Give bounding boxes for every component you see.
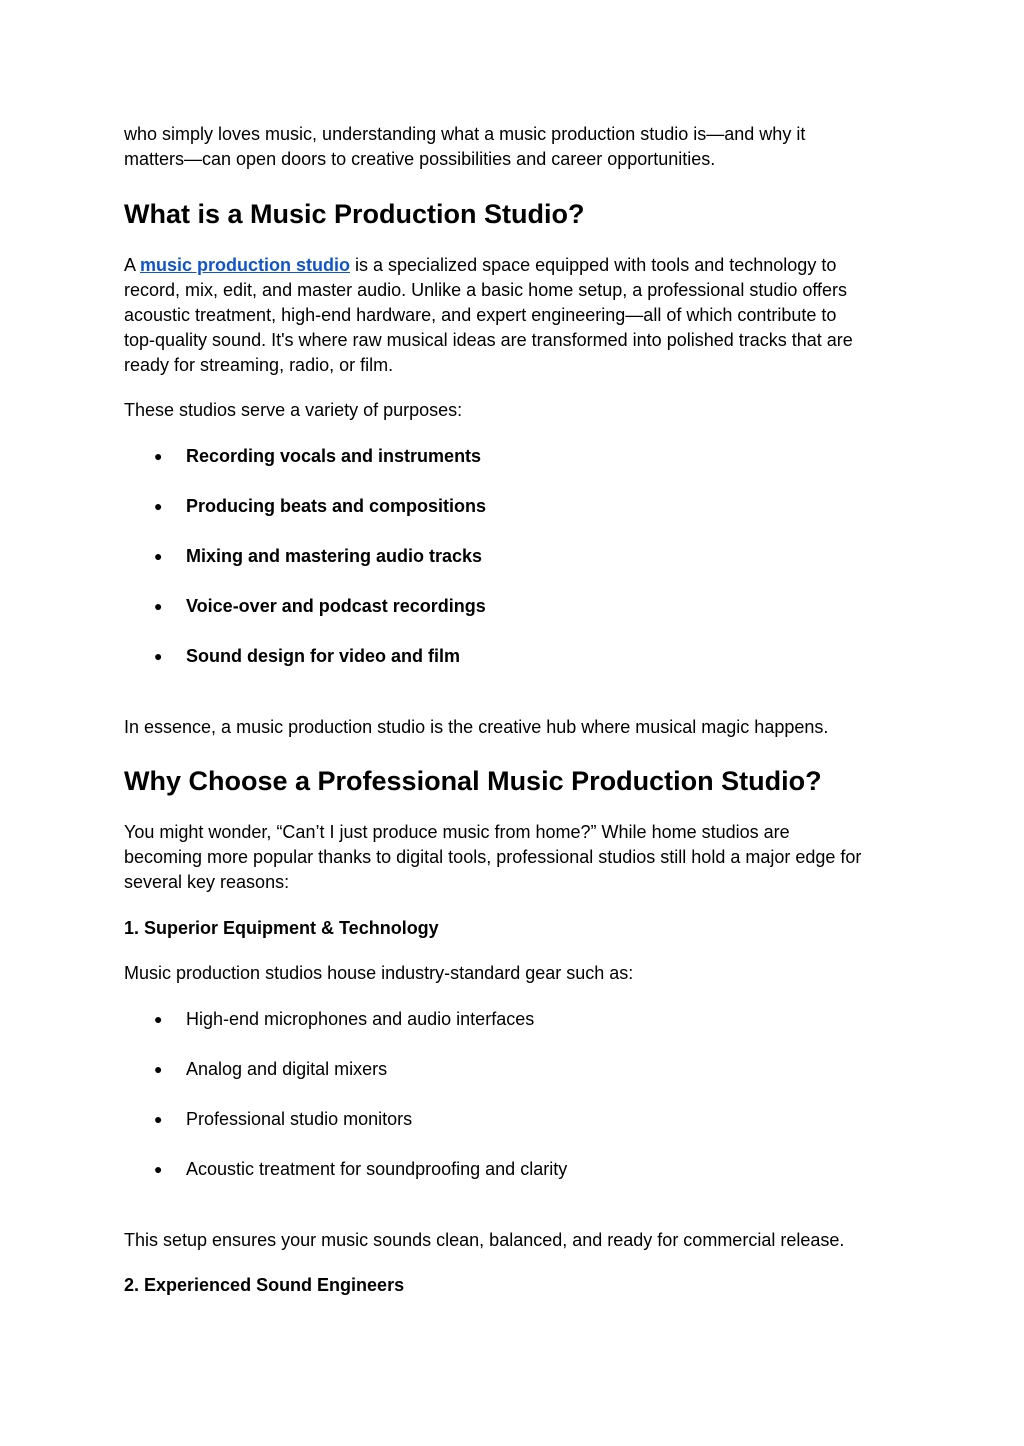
why-line-2: becoming more popular thanks to digital tools, professional studios still hold a major edge for — [124, 847, 862, 867]
bullet-icon: ● — [154, 1111, 163, 1127]
intro-line-1: who simply loves music, understanding what a music production studio is—and why it — [124, 124, 806, 144]
list-item-text: Producing beats and compositions — [186, 496, 487, 516]
bullet-icon: ● — [154, 1161, 163, 1177]
bullet-icon: ● — [154, 648, 163, 664]
list-item-text: Recording vocals and instruments — [186, 446, 482, 466]
why-line-1: You might wonder, “Can’t I just produce music from home?” While home studios are — [124, 822, 790, 842]
section-heading-what-is: What is a Music Production Studio? — [124, 199, 585, 229]
bullet-icon: ● — [154, 1061, 163, 1077]
definition-line-2: record, mix, edit, and master audio. Unlike a basic home setup, a professional studio offers — [124, 280, 848, 300]
why-line-3: several key reasons: — [124, 872, 290, 892]
bullet-icon: ● — [154, 448, 163, 464]
section-heading-why-choose: Why Choose a Professional Music Production Studio? — [124, 766, 822, 796]
list-item-text: Professional studio monitors — [186, 1109, 413, 1129]
list-item-text: Voice-over and podcast recordings — [186, 596, 486, 616]
definition-line-1 — [124, 253, 836, 278]
list-item-text: Analog and digital mixers — [186, 1059, 388, 1079]
intro-line-2: matters—can open doors to creative possibilities and career opportunities. — [124, 149, 716, 169]
music-production-studio-link[interactable]: music production studio — [140, 255, 351, 275]
list-item-text: High-end microphones and audio interfaces — [186, 1009, 535, 1029]
subheading-engineers: 2. Experienced Sound Engineers — [124, 1275, 405, 1295]
definition-line-3: acoustic treatment, high-end hardware, and expert engineering—all of which contribute to — [124, 305, 837, 325]
purposes-intro: These studios serve a variety of purposes: — [124, 400, 463, 420]
definition-prefix: A — [124, 255, 141, 275]
list-item-text: Sound design for video and film — [186, 646, 461, 666]
bullet-icon: ● — [154, 498, 163, 514]
list-item-text: Acoustic treatment for soundproofing and clarity — [186, 1159, 568, 1179]
essence-paragraph: In essence, a music production studio is the creative hub where musical magic happens. — [124, 717, 829, 737]
definition-line-4: top-quality sound. It's where raw musical ideas are transformed into polished tracks that are — [124, 330, 853, 350]
bullet-icon: ● — [154, 548, 163, 564]
definition-line-5: ready for streaming, radio, or film. — [124, 355, 394, 375]
list-item-text: Mixing and mastering audio tracks — [186, 546, 483, 566]
subheading-equipment: 1. Superior Equipment & Technology — [124, 918, 439, 938]
equipment-closing: This setup ensures your music sounds clean, balanced, and ready for commercial release. — [124, 1230, 845, 1250]
definition-line-1-rest: is a specialized space equipped with tools and technology to — [350, 255, 837, 275]
bullet-icon: ● — [154, 1011, 163, 1027]
equipment-intro: Music production studios house industry-standard gear such as: — [124, 963, 634, 983]
bullet-icon: ● — [154, 598, 163, 614]
